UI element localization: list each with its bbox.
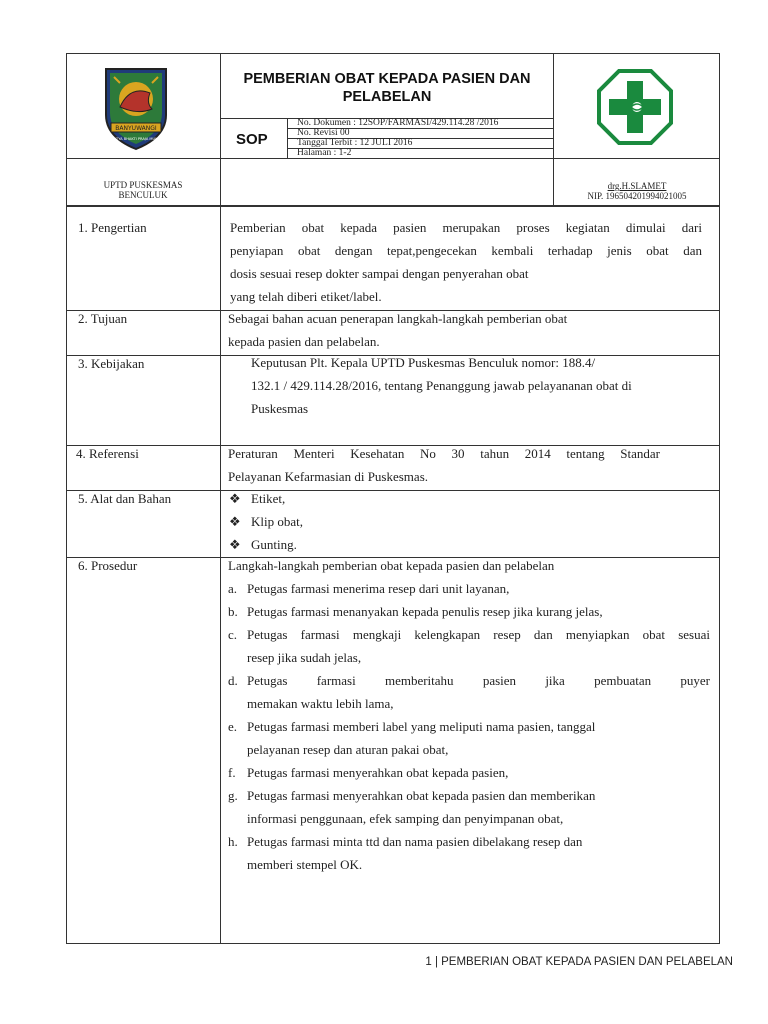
puskesmas-logo [597, 69, 673, 145]
bullet-text: Gunting. [251, 537, 297, 552]
seal-label: BANYUWANGI [115, 125, 157, 132]
meta-issue-date: Tanggal Terbit : 12 JULI 2016 [297, 138, 413, 148]
page-footer: 1 | PEMBERIAN OBAT KEPADA PASIEN DAN PELABELAN [425, 956, 733, 968]
org-name-line1: UPTD PUSKESMAS [103, 180, 183, 190]
list-item [229, 533, 529, 556]
signer-name: drg.H.SLAMET [607, 181, 667, 191]
list-item [229, 510, 529, 533]
bullet-text: Etiket, [251, 491, 286, 506]
diamond-bullet-icon: ❖ [229, 491, 241, 506]
text-line: Petugas farmasi menerima resep dari unit layanan, [247, 581, 510, 596]
text-line: Sebagai bahan acuan penerapan langkah-langkah pemberian obat [228, 311, 568, 326]
section-body-referensi [228, 442, 660, 488]
regency-seal [100, 63, 172, 153]
text-line: Petugas farmasi memberitahu pasien jika pembuatan puyer [247, 673, 710, 688]
section-label-referensi: 4. Referensi [76, 446, 139, 461]
step-letter: h. [228, 834, 238, 849]
section-body-tujuan [228, 307, 702, 353]
col-divider-left [220, 53, 221, 944]
procedure-step [228, 623, 710, 669]
list-item [229, 487, 529, 510]
seal-motto: SATYA BHAKTI PRAJA MUKTI [111, 137, 161, 141]
section-body-kebijakan [251, 351, 703, 420]
text-line: Petugas farmasi mengkaji kelengkapan resep dan menyiapkan obat sesuai [247, 627, 710, 642]
text-line: Petugas farmasi menyerahkan obat kepada pasien, [247, 765, 509, 780]
section-label-kebijakan: 3. Kebijakan [78, 356, 145, 371]
meta-document-number: No. Dokumen : 12SOP/FARMASI/429.114.28 /2016 [297, 118, 499, 128]
document-title: PEMBERIAN OBAT KEPADA PASIEN DAN PELABELAN [243, 71, 531, 105]
meta-revision: No. Revisi 00 [297, 128, 350, 138]
procedure-step [228, 761, 710, 784]
row-divider [66, 158, 720, 159]
procedure-step [228, 830, 710, 876]
procedure-step [228, 577, 710, 600]
section-label-prosedur: 6. Prosedur [78, 558, 138, 573]
step-letter: e. [228, 719, 238, 734]
text-line: Petugas farmasi memberi label yang meliputi nama pasien, tanggal [247, 719, 596, 734]
procedure-step [228, 600, 710, 623]
text-line: pelayanan resep dan aturan pakai obat, [247, 742, 449, 757]
text-line: 132.1 / 429.114.28/2016, tentang Penanggung jawab pelayananan obat di [251, 378, 632, 393]
text-line: dosis sesuai resep dokter sampai dengan penyerahan obat [230, 266, 529, 281]
text-line: Pemberian obat kepada pasien merupakan proses kegiatan dimulai dari [230, 220, 702, 235]
step-letter: c. [228, 627, 238, 642]
text-line: kepada pasien dan pelabelan. [228, 334, 380, 349]
step-letter: d. [228, 673, 238, 688]
procedure-intro: Langkah-langkah pemberian obat kepada pasien dan pelabelan [228, 558, 555, 573]
text-line: Peraturan Menteri Kesehatan No 30 tahun 2014 tentang Standar [228, 446, 660, 461]
procedure-step [228, 669, 710, 715]
signer-nip: NIP. 196504201994021005 [587, 191, 687, 201]
section-label-pengertian: 1. Pengertian [78, 220, 147, 235]
text-line: informasi penggunaan, efek samping dan penyimpanan obat, [247, 811, 564, 826]
step-letter: b. [228, 604, 238, 619]
bullet-text: Klip obat, [251, 514, 303, 529]
org-name-line2: BENCULUK [118, 190, 168, 200]
puskesmas-cross-icon [597, 69, 673, 145]
step-letter: a. [228, 581, 238, 596]
meta-page: Halaman : 1-2 [297, 148, 352, 158]
section-label-tujuan: 2. Tujuan [78, 311, 128, 326]
sop-label: SOP [236, 131, 268, 148]
procedure-step [228, 715, 710, 761]
col-divider-right [553, 53, 554, 205]
diamond-bullet-icon: ❖ [229, 514, 241, 529]
text-line: yang telah diberi etiket/label. [230, 289, 382, 304]
step-letter: g. [228, 788, 238, 803]
section-body-alat-bahan [229, 487, 529, 556]
text-line: memberi stempel OK. [247, 857, 363, 872]
regency-seal-icon [100, 63, 172, 153]
diamond-bullet-icon: ❖ [229, 537, 241, 552]
step-letter: f. [228, 765, 236, 780]
section-label-alat-bahan: 5. Alat dan Bahan [78, 491, 172, 506]
text-line: resep jika sudah jelas, [247, 650, 362, 665]
text-line: Petugas farmasi menanyakan kepada penulis resep jika kurang jelas, [247, 604, 603, 619]
section-body-pengertian [230, 216, 702, 308]
text-line: Pelayanan Kefarmasian di Puskesmas. [228, 469, 429, 484]
section-body-prosedur [228, 554, 710, 876]
text-line: Petugas farmasi minta ttd dan nama pasien dibelakang resep dan [247, 834, 583, 849]
text-line: Puskesmas [251, 401, 309, 416]
text-line: Petugas farmasi menyerahkan obat kepada pasien dan memberikan [247, 788, 596, 803]
row-divider [66, 205, 720, 207]
text-line: Keputusan Plt. Kepala UPTD Puskesmas Benculuk nomor: 188.4/ [251, 355, 596, 370]
text-line: penyiapan obat dengan tepat,pengecekan kembali terhadap jenis obat dan [230, 243, 702, 258]
text-line: memakan waktu lebih lama, [247, 696, 394, 711]
procedure-step [228, 784, 710, 830]
